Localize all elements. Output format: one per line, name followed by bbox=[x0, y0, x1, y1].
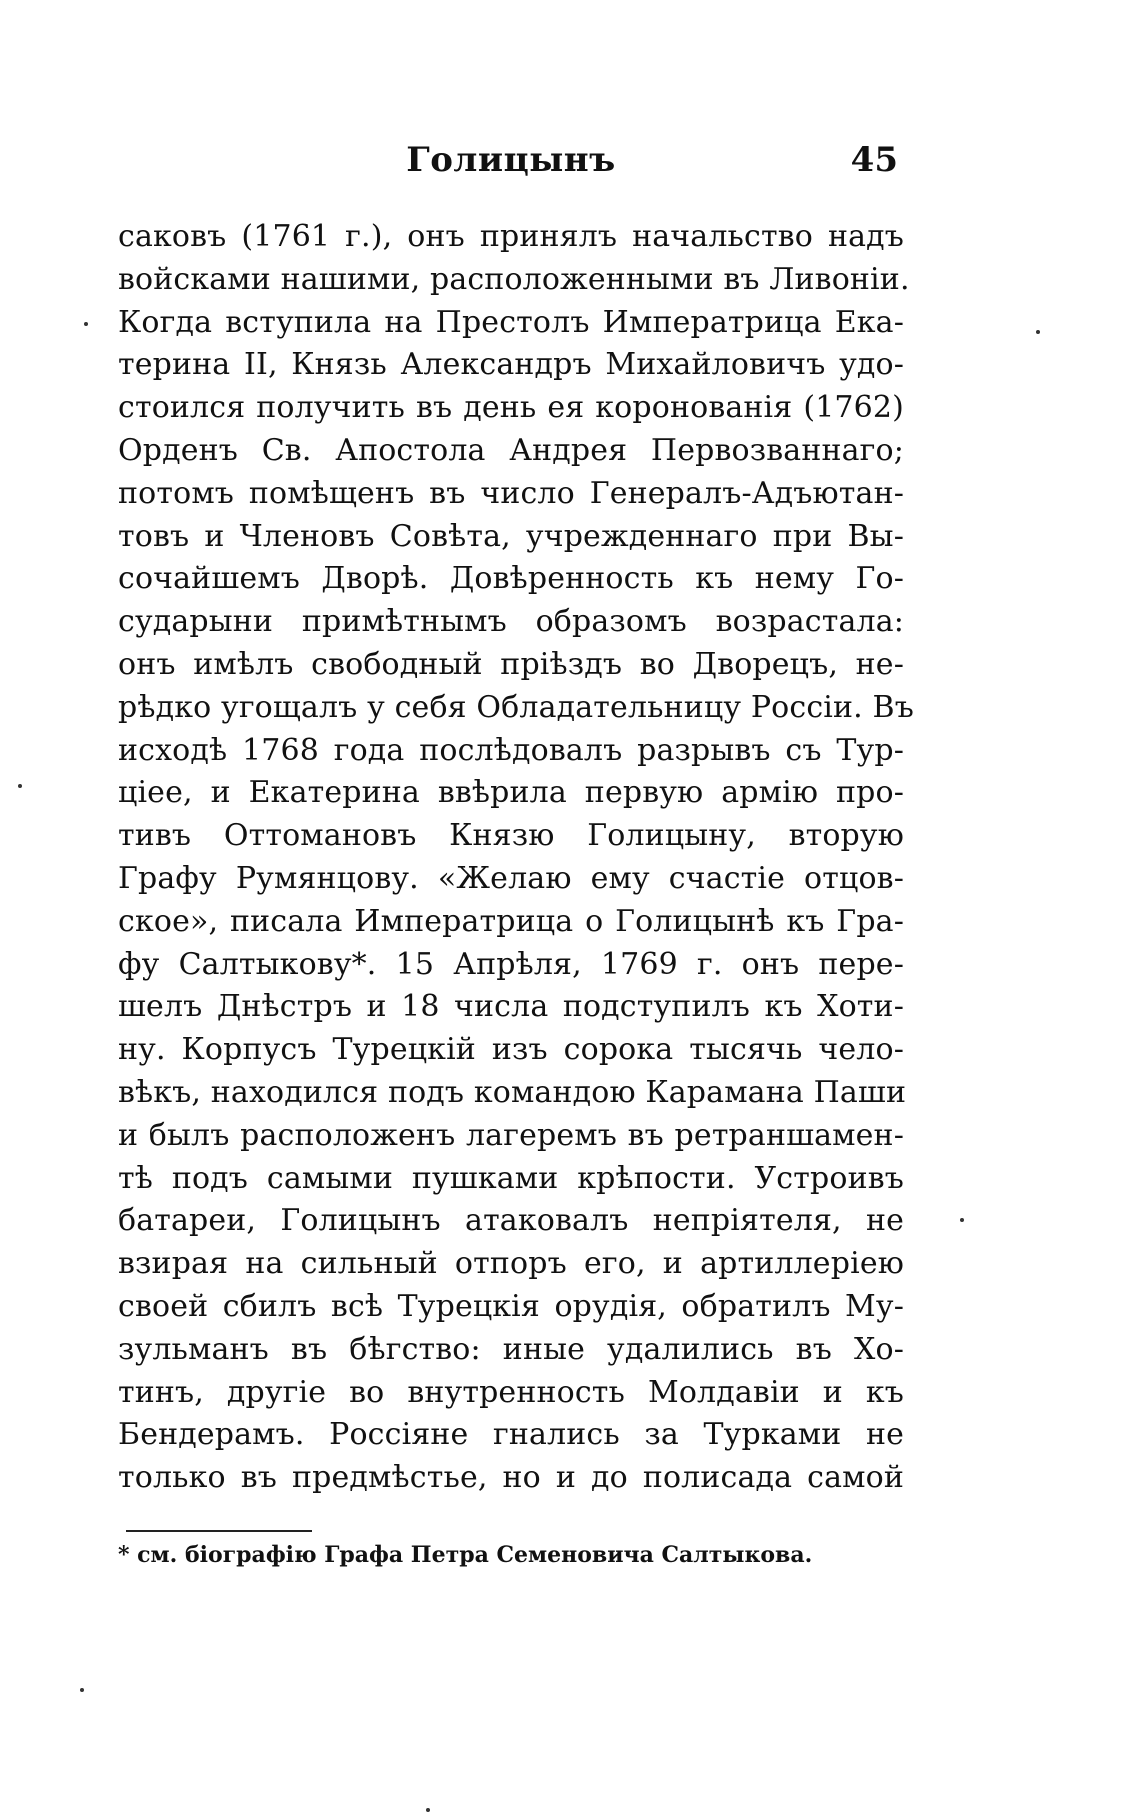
text-line: стоился получить въ день ея коронованія (1762) bbox=[118, 390, 904, 426]
text-line: сочайшемъ Дворѣ. Довѣренность къ нему Го- bbox=[118, 561, 904, 597]
text-line: тивъ Оттомановъ Князю Голицыну, вторую bbox=[118, 818, 904, 854]
text-line: Орденъ Св. Апостола Андрея Первозваннаго; bbox=[118, 432, 904, 468]
text-line: своей сбилъ всѣ Турецкія орудія, обратилъ Му- bbox=[118, 1288, 904, 1324]
footnote: * см. біографію Графа Петра Семеновича Салтыкова. bbox=[118, 1542, 813, 1568]
text-line: войсками нашими, расположенными въ Ливоніи. bbox=[118, 261, 910, 297]
text-line: шелъ Днѣстръ и 18 числа подступилъ къ Хоти- bbox=[118, 989, 904, 1025]
text-line: батареи, Голицынъ атаковалъ непріятеля, не bbox=[118, 1203, 904, 1239]
scan-speck bbox=[84, 322, 88, 326]
text-line: фу Салтыкову*. 15 Апрѣля, 1769 г. онъ пере- bbox=[118, 946, 904, 982]
footnote-rule bbox=[126, 1530, 312, 1532]
text-line: тинъ, другіе во внутренность Молдавіи и къ bbox=[118, 1374, 904, 1410]
text-line: только въ предмѣстье, но и до полисада самой bbox=[118, 1460, 904, 1496]
scan-speck bbox=[1036, 330, 1040, 334]
text-line: ское», писала Императрица о Голицынѣ къ Гра- bbox=[118, 903, 904, 939]
page-number: 45 bbox=[850, 140, 898, 180]
text-line: саковъ (1761 г.), онъ принялъ начальство надъ bbox=[118, 219, 904, 254]
text-line: товъ и Членовъ Совѣта, учрежденнаго при Вы- bbox=[118, 518, 904, 554]
text-line: Бендерамъ. Россіяне гнались за Турками не bbox=[118, 1417, 904, 1453]
text-line: онъ имѣлъ свободный пріѣздъ во Дворецъ, не- bbox=[118, 646, 904, 682]
text-line: ціее, и Екатерина ввѣрила первую армію про- bbox=[118, 775, 904, 811]
text-line: зульманъ въ бѣгство: иные удалились въ Хо- bbox=[118, 1331, 904, 1367]
text-line: тѣ подъ самыми пушками крѣпости. Устроивъ bbox=[118, 1160, 904, 1196]
text-line: потомъ помѣщенъ въ число Генералъ-Адъютан- bbox=[118, 475, 904, 511]
text-line: сударыни примѣтнымъ образомъ возрастала: bbox=[118, 604, 904, 640]
text-line: взирая на сильный отпоръ его, и артиллеріею bbox=[118, 1246, 904, 1282]
text-line: рѣдко угощалъ у себя Обладательницу Россіи. Въ bbox=[118, 689, 914, 725]
scan-speck bbox=[18, 784, 22, 788]
scan-speck bbox=[80, 1688, 84, 1692]
body-text bbox=[118, 216, 914, 1500]
text-line: Графу Румянцову. «Желаю ему счастіе отцов- bbox=[118, 860, 904, 896]
running-head bbox=[118, 140, 904, 196]
text-line: и былъ расположенъ лагеремъ въ ретраншамен- bbox=[118, 1117, 904, 1153]
text-line: ну. Корпусъ Турецкій изъ сорока тысячь чело- bbox=[118, 1032, 904, 1068]
text-line: терина II, Князь Александръ Михайловичъ удо- bbox=[118, 347, 904, 383]
scan-speck bbox=[426, 1808, 430, 1812]
scan-speck bbox=[960, 1218, 964, 1222]
text-line: вѣкъ, находился подъ командою Карамана Паши bbox=[118, 1074, 907, 1110]
page-header-title: Голицынъ bbox=[406, 140, 616, 180]
text-line: исходѣ 1768 года послѣдовалъ разрывъ съ Тур- bbox=[118, 732, 904, 768]
text-line: Когда вступила на Престолъ Императрица Ека- bbox=[118, 304, 904, 340]
